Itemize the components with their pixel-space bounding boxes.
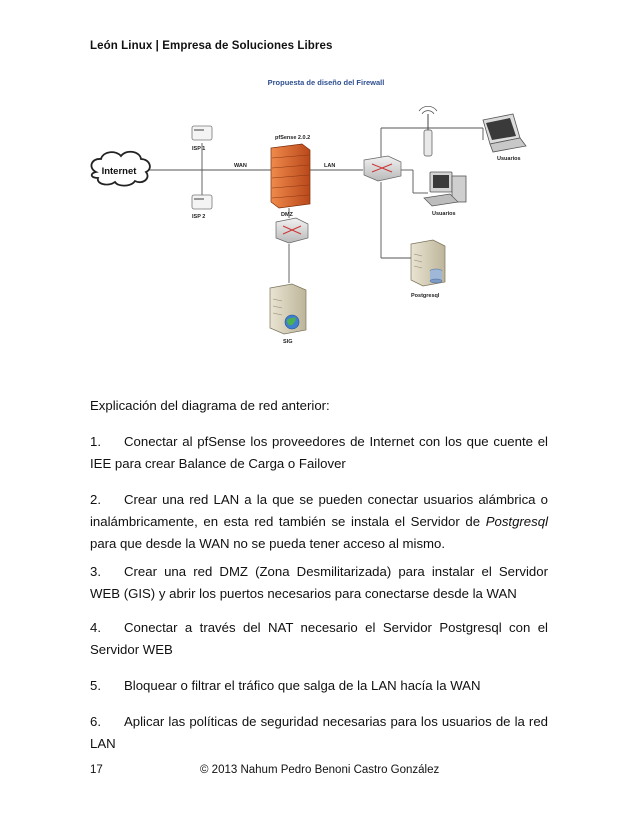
- footer-copyright: © 2013 Nahum Pedro Benoni Castro González: [200, 764, 440, 776]
- list-text: Aplicar las políticas de seguridad necesarias para los usuarios de la red LAN: [90, 714, 548, 751]
- page-number: 17: [90, 764, 103, 776]
- list-number: 1.: [90, 434, 101, 449]
- list-text: Crear una red LAN a la que se pueden conectar usuarios alámbrica o inalámbricamente, en esta red también se instala el Servidor de: [90, 492, 548, 529]
- wan-label: WAN: [234, 163, 247, 169]
- list-text: Crear una red DMZ (Zona Desmilitarizada) para instalar el Servidor WEB (GIS) y abrir los puertos necesarios para conectarse desde la WAN: [90, 564, 548, 601]
- firewall-icon: [271, 144, 310, 208]
- intro-paragraph: Explicación del diagrama de red anterior:: [90, 398, 330, 413]
- desktop-pc-icon: [424, 172, 466, 206]
- desktop-users-label: Usuarios: [432, 211, 456, 217]
- page-header: León Linux | Empresa de Soluciones Libres: [90, 40, 333, 52]
- dmz-label: DMZ: [281, 212, 293, 218]
- list-number: 5.: [90, 678, 101, 693]
- network-diagram: [88, 68, 558, 358]
- isp1-label: ISP 1: [192, 146, 206, 152]
- postgresql-server-icon: [411, 240, 445, 286]
- laptop-icon: [483, 114, 526, 152]
- firewall-label: pfSense 2.0.2: [275, 135, 311, 141]
- diagram-title: Propuesta de diseño del Firewall: [267, 78, 385, 87]
- lan-label: LAN: [324, 163, 336, 169]
- wireless-access-point-icon: [419, 106, 437, 156]
- postgresql-label: Postgresql: [411, 293, 440, 299]
- list-number: 4.: [90, 620, 101, 635]
- laptop-users-label: Usuarios: [497, 156, 521, 162]
- list-number: 3.: [90, 564, 101, 579]
- list-text: Conectar a través del NAT necesario el Servidor Postgresql con el Servidor WEB: [90, 620, 548, 657]
- isp1-modem-icon: [192, 126, 212, 140]
- sig-web-server-icon: [270, 284, 306, 334]
- list-item-5: [90, 675, 548, 697]
- sig-label: SIG: [283, 339, 293, 345]
- list-item-2: [90, 489, 548, 555]
- list-item-4: [90, 617, 548, 661]
- list-text: para que desde la WAN no se pueda tener acceso al mismo.: [90, 536, 446, 551]
- list-text: Bloquear o filtrar el tráfico que salga de la LAN hacía la WAN: [124, 678, 481, 693]
- list-emphasis: Postgresql: [485, 514, 548, 529]
- list-text: Conectar al pfSense los proveedores de Internet con los que cuente el IEE para crear Balance de Carga o Failover: [90, 434, 548, 471]
- internet-label: Internet: [101, 166, 137, 177]
- isp2-label: ISP 2: [192, 214, 206, 220]
- list-number: 2.: [90, 492, 101, 507]
- list-item-3: [90, 561, 548, 605]
- list-item-1: [90, 431, 548, 475]
- list-number: 6.: [90, 714, 101, 729]
- lan-switch-icon: [364, 156, 401, 181]
- isp2-modem-icon: [192, 195, 212, 209]
- list-item-6: [90, 711, 548, 755]
- dmz-switch-icon: [276, 218, 308, 243]
